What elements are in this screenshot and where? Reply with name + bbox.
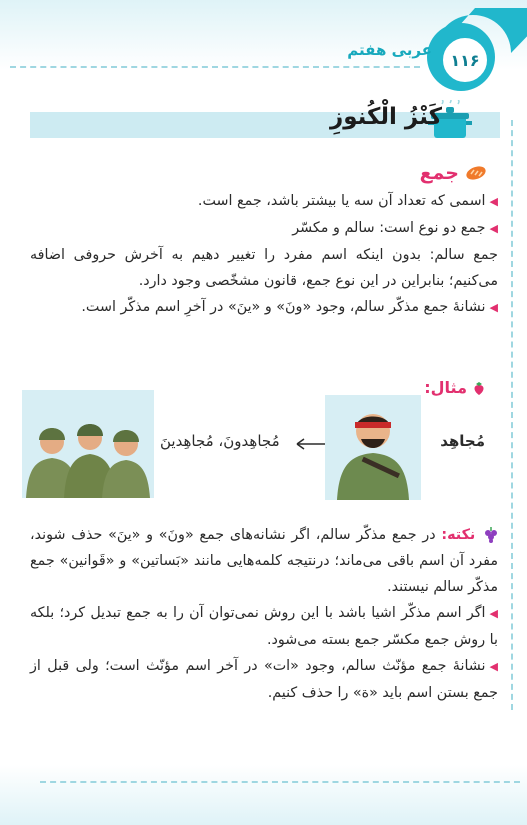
topic-title: جمع xyxy=(419,162,459,184)
example-label: مثال: xyxy=(424,378,467,397)
bullet-line xyxy=(30,188,498,215)
example-heading xyxy=(424,378,487,397)
singular-word: مُجاهِد xyxy=(440,432,485,450)
bullet-line xyxy=(30,653,498,706)
arrow-icon xyxy=(295,438,325,450)
section-title: کَنْزُ الْکُنوزِ xyxy=(329,104,442,130)
bullet-line xyxy=(30,215,498,242)
bullet-line xyxy=(30,294,498,321)
soldiers-group-illustration xyxy=(22,390,154,498)
bullet-arrow-icon: ◀ xyxy=(489,301,498,314)
bullet-arrow-icon: ◀ xyxy=(489,607,498,620)
dashed-border-top xyxy=(10,66,420,68)
bullet-arrow-icon: ◀ xyxy=(489,195,498,208)
bullet-arrow-icon: ◀ xyxy=(489,660,498,673)
soldier-illustration xyxy=(325,395,421,500)
note-text: در جمع مذکّر سالم، اگر نشانه‌های جمع «ونَ» و «ینَ» حذف شوند، مفرد آن اسم باقی می‌ماند؛ درنتیجه کلمه‌هایی مانند «بَساتین» و «قَوانین» جمع مذکّر سالم نیستند. xyxy=(30,527,498,595)
plural-words: مُجاهِدونَ، مُجاهِدینَ xyxy=(160,432,280,450)
dashed-border-bottom xyxy=(40,781,520,783)
bullet-arrow-icon: ◀ xyxy=(489,222,498,235)
paragraph-group xyxy=(30,188,498,321)
paragraph-text: اگر اسم مذکّر اشیا باشد با این روش نمی‌توان آن را به جمع تبدیل کرد؛ بلکه با روش جمع مکسّر جمع بسته می‌شود. xyxy=(30,605,498,648)
strawberry-icon xyxy=(471,380,487,396)
grape-icon xyxy=(484,527,498,543)
note-block xyxy=(30,522,498,706)
paragraph-text: جمع دو نوع است: سالم و مکسّر xyxy=(292,220,486,236)
paragraph-line: جمع سالم: بدون اینکه اسم مفرد را تغییر دهیم به آخرش حروفی اضافه می‌کنیم؛ بنابراین در این نوع جمع، قانون مشخّصی وجود دارد. xyxy=(30,247,498,289)
topic-heading xyxy=(420,162,487,184)
bread-icon xyxy=(465,165,487,181)
book-title: عربی هفتم xyxy=(347,41,432,59)
note-paragraph xyxy=(30,522,498,600)
paragraph-text: اسمی که تعداد آن سه یا بیشتر باشد، جمع است. xyxy=(197,193,486,209)
dashed-border-right xyxy=(511,120,513,710)
note-label: نکته: xyxy=(441,527,476,543)
footer-background xyxy=(0,765,527,825)
page-number: ۱۱۶ xyxy=(440,35,490,85)
bullet-line xyxy=(30,600,498,653)
paragraph-text: نشانهٔ جمع مؤنّث سالم، وجود «ات» در آخر اسم مؤنّث است؛ ولی قبل از جمع بستن اسم باید «ة» را حذف کنیم. xyxy=(30,658,498,701)
paragraph-text: نشانهٔ جمع مذکّر سالم، وجود «ونَ» و «ینَ» در آخرِ اسم مذکّر است. xyxy=(81,299,486,315)
